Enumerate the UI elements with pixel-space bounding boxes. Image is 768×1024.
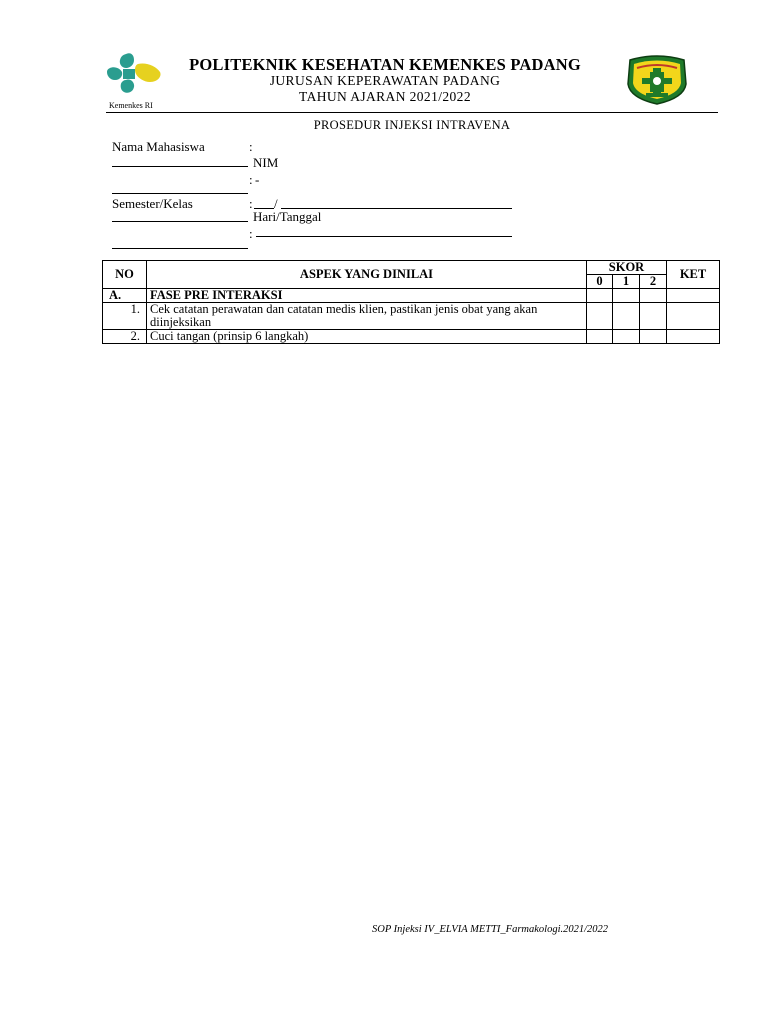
- semester-left-line: [112, 221, 248, 222]
- row-no: 1.: [103, 303, 147, 330]
- score-cell[interactable]: [613, 330, 640, 344]
- date-left-line: [112, 248, 248, 249]
- header-divider: [106, 112, 718, 113]
- score-cell[interactable]: [613, 303, 640, 330]
- header-score: SKOR: [587, 261, 667, 275]
- row-text: Cuci tangan (prinsip 6 langkah): [147, 330, 587, 344]
- document-title: PROSEDUR INJEKSI INTRAVENA: [313, 118, 511, 132]
- table-row: [103, 330, 720, 344]
- assessment-table: [102, 260, 720, 344]
- score-cell[interactable]: [640, 289, 667, 303]
- score-cell[interactable]: [587, 330, 613, 344]
- nim-colon: :: [249, 172, 253, 187]
- poltekkes-padang-emblem-icon: [624, 54, 690, 106]
- score-cell[interactable]: [587, 303, 613, 330]
- score-cell[interactable]: [587, 289, 613, 303]
- table-row: [103, 289, 720, 303]
- row-text: FASE PRE INTERAKSI: [147, 289, 587, 303]
- name-label: Nama Mahasiswa: [112, 139, 205, 154]
- row-no: A.: [103, 289, 147, 303]
- department-title: JURUSAN KEPERAWATAN PADANG: [269, 73, 501, 88]
- row-text: Cek catatan perawatan dan catatan medis klien, pastikan jenis obat yang akan diinjeksikan: [147, 303, 587, 330]
- date-label: Hari/Tanggal: [253, 209, 322, 224]
- academic-year: TAHUN AJARAN 2021/2022: [299, 89, 471, 104]
- kemenkes-logo-icon: [106, 52, 162, 96]
- ket-cell[interactable]: [667, 330, 720, 344]
- score-cell[interactable]: [613, 289, 640, 303]
- nim-line: [112, 193, 248, 194]
- date-colon: :: [249, 226, 253, 241]
- kemenkes-caption: Kemenkes RI: [109, 101, 153, 110]
- row-no: 2.: [103, 330, 147, 344]
- name-line: [112, 166, 248, 167]
- score-cell[interactable]: [640, 303, 667, 330]
- header-score-2: 2: [640, 275, 667, 289]
- score-cell[interactable]: [640, 330, 667, 344]
- footer-text: SOP Injeksi IV_ELVIA METTI_Farmakologi.2021/2022: [372, 924, 609, 935]
- header-ket: KET: [667, 261, 720, 289]
- nim-dash: -: [255, 172, 260, 187]
- header-score-0: 0: [587, 275, 613, 289]
- institution-title: POLITEKNIK KESEHATAN KEMENKES PADANG: [189, 55, 581, 74]
- header-aspect: ASPEK YANG DINILAI: [147, 261, 587, 289]
- semester-colon: :: [249, 196, 253, 211]
- date-line: [256, 236, 512, 237]
- header-score-1: 1: [613, 275, 640, 289]
- semester-slash: /: [274, 196, 278, 211]
- table-row: [103, 303, 720, 330]
- ket-cell[interactable]: [667, 303, 720, 330]
- semester-label: Semester/Kelas: [112, 196, 193, 211]
- nim-label: NIM: [253, 155, 279, 170]
- name-colon: :: [249, 139, 253, 154]
- header-no: NO: [103, 261, 147, 289]
- ket-cell[interactable]: [667, 289, 720, 303]
